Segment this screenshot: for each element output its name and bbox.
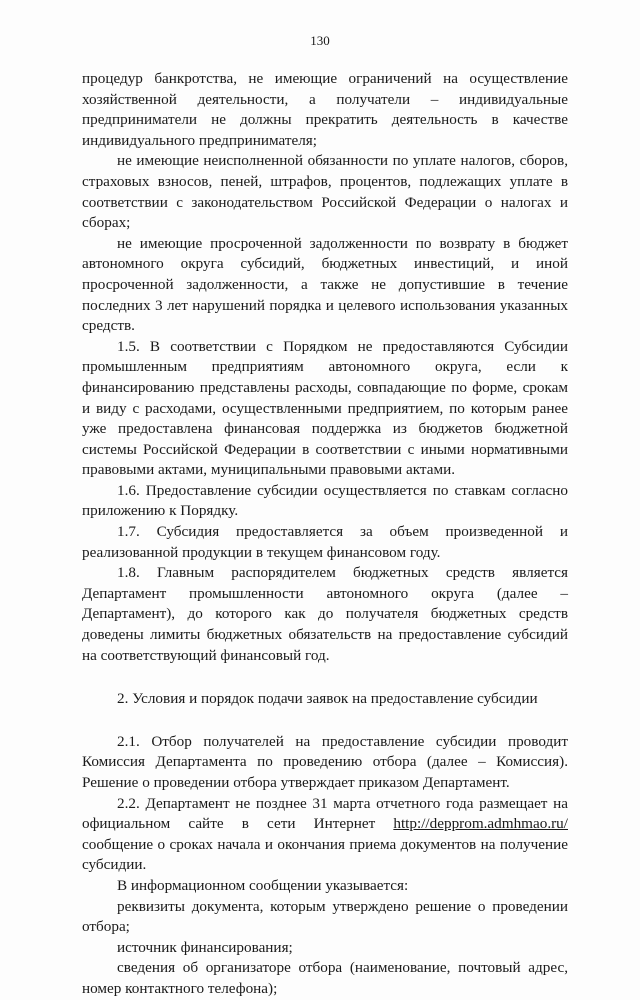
paragraph: не имеющие просроченной задолженности по возврату в бюджет автономного округа субсидий, бюджетных инвестиций, и иной просроченной задолженности, а также не допустившие в течение последних 3 лет нарушений порядка и целевого использования указанных средств. bbox=[82, 234, 568, 335]
document-body bbox=[82, 69, 568, 1000]
page-number: 130 bbox=[310, 33, 330, 48]
paragraph bbox=[82, 794, 568, 876]
paragraph-text: 2.2. Департамент не позднее 31 марта отчетного года размещает на официальном сайте в сети Интернет bbox=[82, 794, 568, 833]
section-heading: 2. Условия и порядок подачи заявок на предоставление субсидии bbox=[117, 690, 538, 708]
paragraph: 1.5. В соответствии с Порядком не предоставляются Субсидии промышленным предприятиям автономного округа, если к финансированию представлены расходы, совпадающие по форме, срокам и виду с расходами, осуществленными предприятием, по которым ранее уже предоставлена финансовая поддержка из бюджетов бюджетной системы Российской Федерации в соответствии с иными нормативными правовыми актами, муниципальными правовыми актами. bbox=[82, 337, 568, 479]
paragraph: 1.6. Предоставление субсидии осуществляется по ставкам согласно приложению к Порядку. bbox=[82, 481, 568, 520]
paragraph: сведения об организаторе отбора (наименование, почтовый адрес, номер контактного телефона); bbox=[82, 959, 568, 997]
paragraph: процедур банкротства, не имеющие ограничений на осуществление хозяйственной деятельности, а получатели – индивидуальные предприниматели не должны прекратить деятельность в качестве индивидуального предпринимателя; bbox=[82, 70, 568, 149]
paragraph: 1.8. Главным распорядителем бюджетных средств является Департамент промышленности автономного округа (далее – Департамент), до которого как до получателя бюджетных средств доведены лимиты бюджетных обязательств на предоставление субсидий на соответствующий финансовый год. bbox=[82, 564, 568, 664]
paragraph: 2.1. Отбор получателей на предоставление субсидии проводит Комиссия Департамента по проведению отбора (далее – Комиссия). Решение о проведении отбора утверждает приказом Департамент. bbox=[82, 732, 568, 791]
paragraph: 1.7. Субсидия предоставляется за объем произведенной и реализованной продукции в текущем финансовом году. bbox=[82, 523, 568, 561]
paragraph: источник финансирования; bbox=[117, 938, 293, 956]
paragraph: реквизиты документа, которым утверждено решение о проведении отбора; bbox=[82, 897, 568, 936]
paragraph-text: сообщение о сроках начала и окончания приема документов на получение субсидии. bbox=[82, 835, 568, 874]
paragraph: не имеющие неисполненной обязанности по уплате налогов, сборов, страховых взносов, пеней, штрафов, процентов, подлежащих уплате в соответствии с законодательством Российской Федерации о налогах и сборах; bbox=[82, 152, 568, 232]
website-link[interactable]: http://depprom.admhmao.ru/ bbox=[393, 815, 568, 833]
paragraph: В информационном сообщении указывается: bbox=[117, 876, 409, 894]
